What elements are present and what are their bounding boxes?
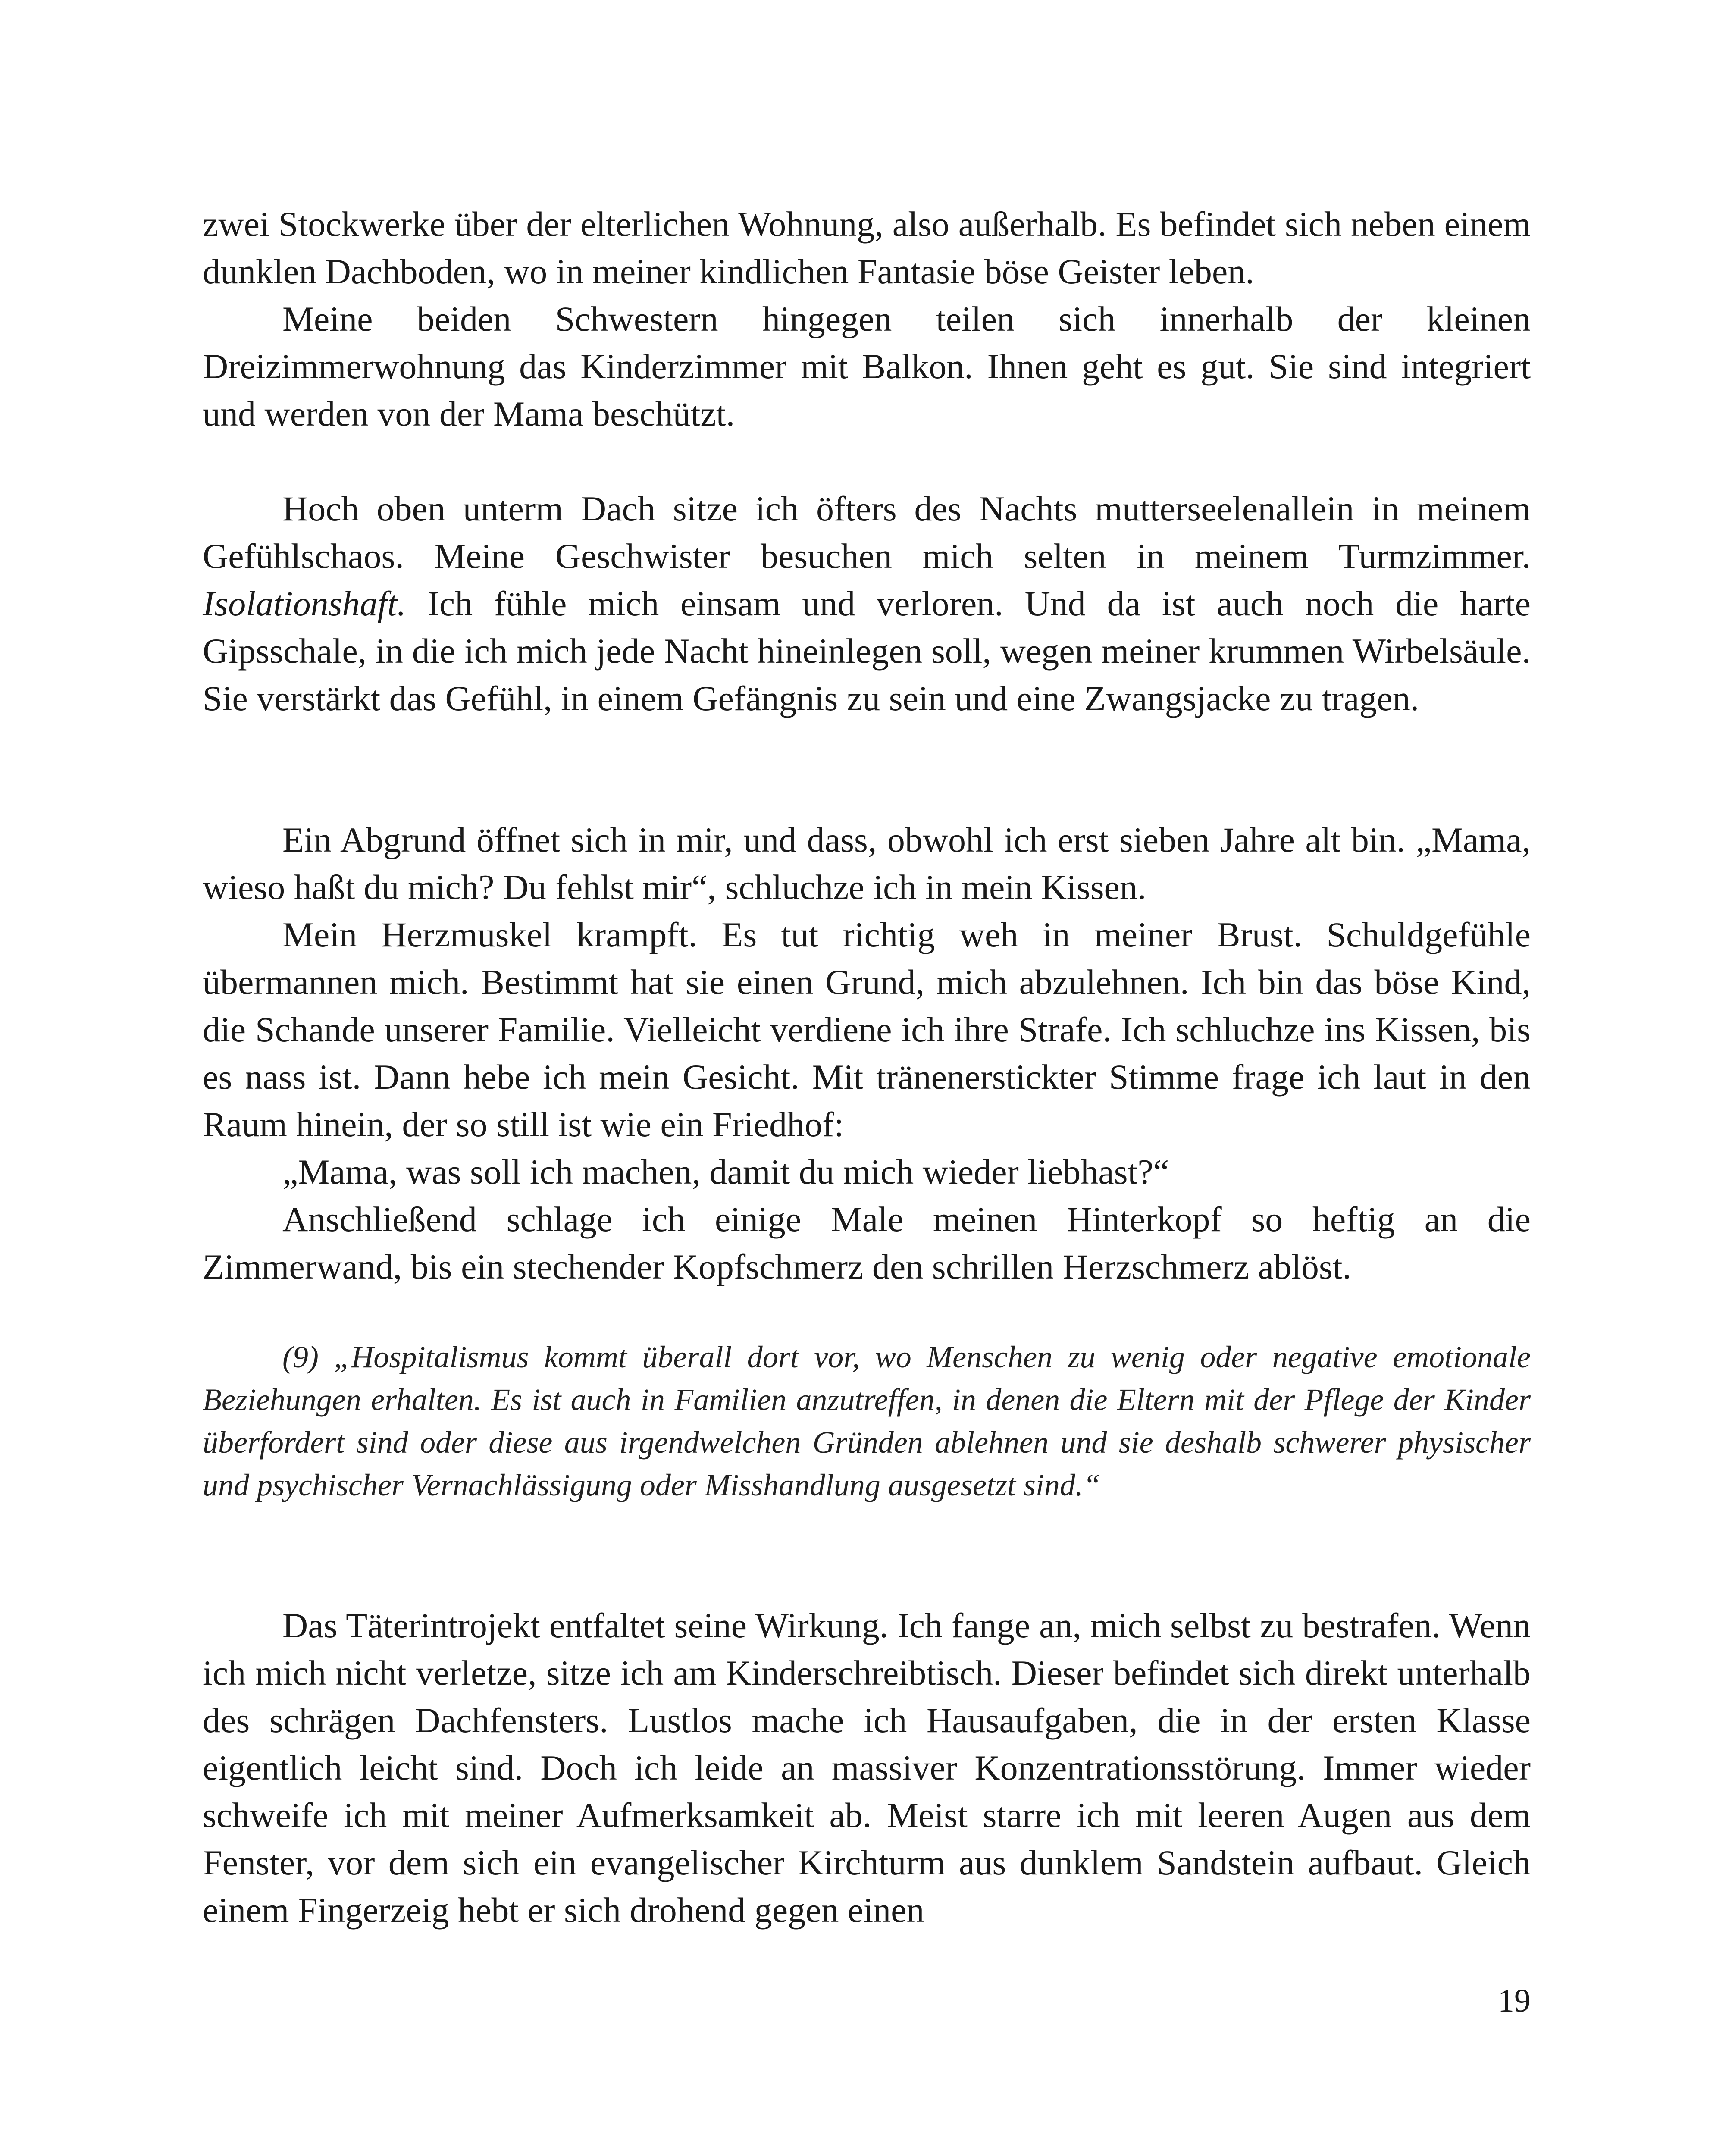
paragraph-3: [203, 485, 1531, 722]
paragraph-7: Anschließend schlage ich einige Male meinen Hinterkopf so heftig an die Zimmerwand, bis ein stechender Kopfschmerz den schrillen Herzschmerz ablöst.: [203, 1200, 1531, 1286]
paragraph-6: „Mama, was soll ich machen, damit du mich wieder liebhast?“: [282, 1152, 1169, 1191]
paragraph-3-emphasis: Isolationshaft.: [203, 584, 406, 623]
block-lower: [203, 1602, 1531, 1934]
paragraph-3-part-1: Hoch oben unterm Dach sitze ich öfters des Nachts mutterseelenallein in meinem Gefühlschaos. Meine Geschwister besuchen mich selten in meinem Turmzimmer.: [203, 489, 1531, 576]
paragraph-1: zwei Stockwerke über der elterlichen Wohnung, also außerhalb. Es befindet sich neben einem dunklen Dachboden, wo in meiner kindlichen Fantasie böse Geister leben.: [203, 204, 1531, 291]
paragraph-3-part-2: Ich fühle mich einsam und verloren. Und da ist auch noch die harte Gipsschale, in die ich mich jede Nacht hineinlegen soll, wegen meiner krummen Wirbelsäule. Sie verstärkt das Gefühl, in einem Gefängnis zu sein und eine Zwangsjacke zu tragen.: [203, 584, 1531, 718]
block-footnote: [203, 1336, 1531, 1507]
block-abyss: [203, 816, 1531, 1291]
page-number: 19: [1498, 1983, 1531, 2019]
paragraph-5: Mein Herzmuskel krampft. Es tut richtig weh in meiner Brust. Schuldgefühle übermannen mich. Bestimmt hat sie einen Grund, mich abzulehnen. Ich bin das böse Kind, die Schande unserer Familie. Vielleicht verdiene ich ihre Strafe. Ich schluchze ins Kissen, bis es nass ist. Dann hebe ich mein Gesicht. Mit tränenerstickter Stimme frage ich laut in den Raum hinein, der so still ist wie ein Friedhof:: [203, 915, 1531, 1144]
block-upper: [203, 201, 1531, 438]
paragraph-4: Ein Abgrund öffnet sich in mir, und dass, obwohl ich erst sieben Jahre alt bin. „Mama, wieso haßt du mich? Du fehlst mir“, schluchze ich in mein Kissen.: [203, 820, 1531, 907]
paragraph-8: Das Täterintrojekt entfaltet seine Wirkung. Ich fange an, mich selbst zu bestrafen. Wenn ich mich nicht verletze, sitze ich am Kinderschreibtisch. Dieser befindet sich direkt unterhalb des schrägen Dachfensters. Lustlos mache ich Hausaufgaben, die in der ersten Klasse eigentlich leicht sind. Doch ich leide an massiver Konzentrationsstörung. Immer wieder schweife ich mit meiner Aufmerksamkeit ab. Meist starre ich mit leeren Augen aus dem Fenster, vor dem sich ein evangelischer Kirchturm aus dunklem Sandstein aufbaut. Gleich einem Fingerzeig hebt er sich drohend gegen einen: [203, 1606, 1531, 1930]
footnote-quote: (9) „Hospitalismus kommt überall dort vor, wo Menschen zu wenig oder negative emotionale Beziehungen erhalten. Es ist auch in Familien anzutreffen, in denen die Eltern mit der Pflege der Kinder überfordert sind oder diese aus irgendwelchen Gründen ablehnen und sie deshalb schwerer physischer und psychischer Vernachlässigung oder Misshandlung ausgesetzt sind.“: [203, 1340, 1531, 1502]
block-isolation: [203, 485, 1531, 722]
paragraph-2: Meine beiden Schwestern hingegen teilen sich innerhalb der kleinen Dreizimmerwohnung das Kinderzimmer mit Balkon. Ihnen geht es gut. Sie sind integriert und werden von der Mama beschützt.: [203, 299, 1531, 433]
